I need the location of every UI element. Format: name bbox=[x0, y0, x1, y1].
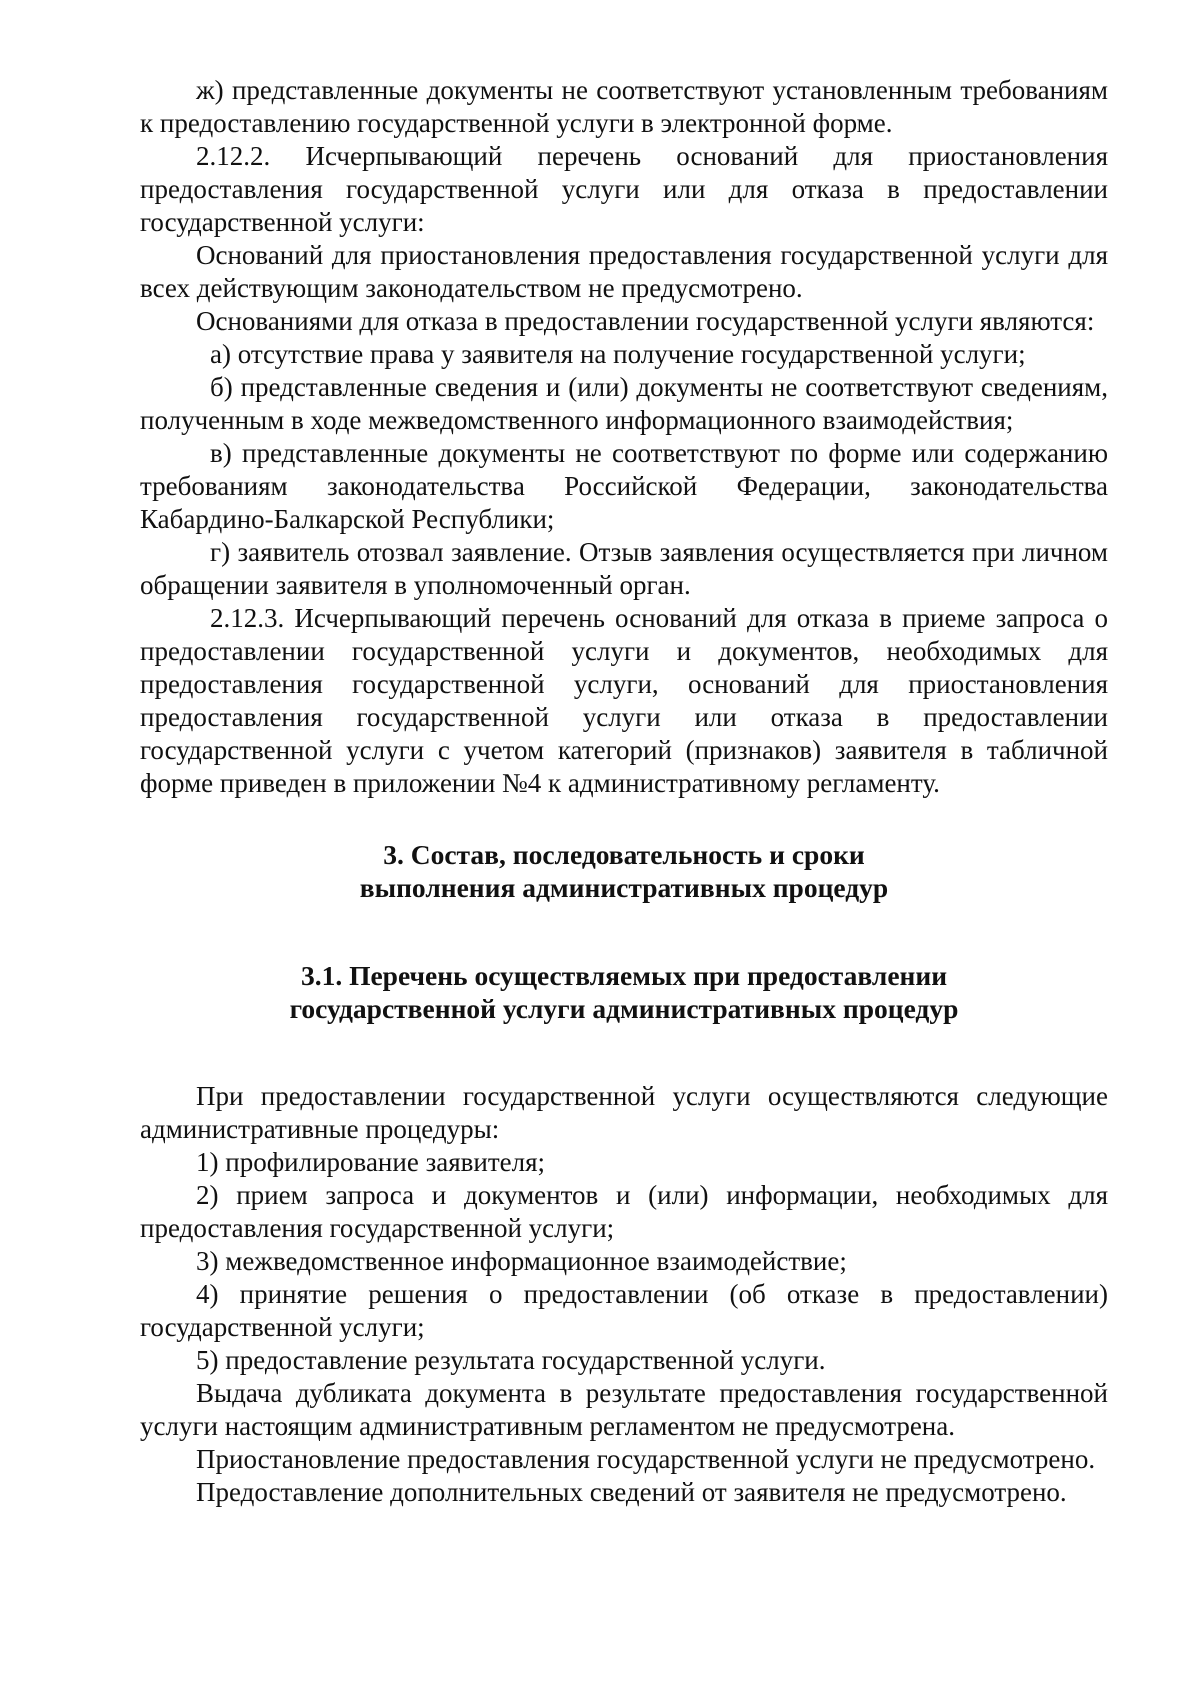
paragraph-refusal-grounds-intro: Основаниями для отказа в предоставлении государственной услуги являются: bbox=[196, 306, 1095, 336]
document-body bbox=[140, 74, 1108, 1509]
paragraph-no-additional-info: Предоставление дополнительных сведений от заявителя не предусмотрено. bbox=[196, 1477, 1067, 1507]
list-item-2: 2) прием запроса и документов и (или) информации, необходимых для предоставления государственной услуги; bbox=[140, 1180, 1108, 1243]
paragraph-no-suspension: Приостановление предоставления государственной услуги не предусмотрено. bbox=[196, 1444, 1096, 1474]
list-item-a: а) отсутствие права у заявителя на получение государственной услуги; bbox=[210, 339, 1026, 369]
paragraph-duplicate-issue: Выдача дубликата документа в результате предоставления государственной услуги настоящим административным регламентом не предусмотрена. bbox=[140, 1378, 1108, 1441]
list-item-5: 5) предоставление результата государственной услуги. bbox=[196, 1345, 826, 1375]
list-item-4: 4) принятие решения о предоставлении (об отказе в предоставлении) государственной услуги; bbox=[140, 1279, 1108, 1342]
section-heading-line1: 3. Состав, последовательность и сроки bbox=[383, 839, 865, 870]
list-item-b: б) представленные сведения и (или) документы не соответствуют сведениям, полученным в ходе межведомственного информационного взаимодействия; bbox=[140, 372, 1108, 435]
subsection-heading bbox=[140, 959, 1108, 1025]
section-heading bbox=[140, 838, 1108, 904]
subsection-heading-line2: государственной услуги административных процедур bbox=[289, 993, 959, 1024]
paragraph-procedures-intro: При предоставлении государственной услуги осуществляются следующие административные процедуры: bbox=[140, 1081, 1108, 1144]
paragraph-2-12-3: 2.12.3. Исчерпывающий перечень оснований для отказа в приеме запроса о предоставлении государственной услуги и документов, необходимых для предоставления государственной услуги, оснований для приостановления предоставления государственной услуги или отказа в предоставлении государственной услуги с учетом категорий (признаков) заявителя в табличной форме приведен в приложении №4 к административному регламенту. bbox=[140, 603, 1108, 798]
section-heading-line2: выполнения административных процедур bbox=[359, 872, 889, 903]
paragraph-item-zh: ж) представленные документы не соответствуют установленным требованиям к предоставлению государственной услуги в электронной форме. bbox=[140, 75, 1108, 138]
list-item-g: г) заявитель отозвал заявление. Отзыв заявления осуществляется при личном обращении заявителя в уполномоченный орган. bbox=[140, 537, 1108, 600]
list-item-v: в) представленные документы не соответствуют по форме или содержанию требованиям законодательства Российской Федерации, законодательства Кабардино-Балкарской Республики; bbox=[140, 438, 1108, 534]
subsection-heading-line1: 3.1. Перечень осуществляемых при предоставлении bbox=[300, 960, 948, 991]
list-item-3: 3) межведомственное информационное взаимодействие; bbox=[196, 1246, 847, 1276]
list-item-1: 1) профилирование заявителя; bbox=[196, 1147, 546, 1177]
paragraph-no-suspension-grounds: Оснований для приостановления предоставления государственной услуги для всех действующим законодательством не предусмотрено. bbox=[140, 240, 1108, 303]
paragraph-2-12-2: 2.12.2. Исчерпывающий перечень оснований для приостановления предоставления государственной услуги или для отказа в предоставлении государственной услуги: bbox=[140, 141, 1108, 237]
